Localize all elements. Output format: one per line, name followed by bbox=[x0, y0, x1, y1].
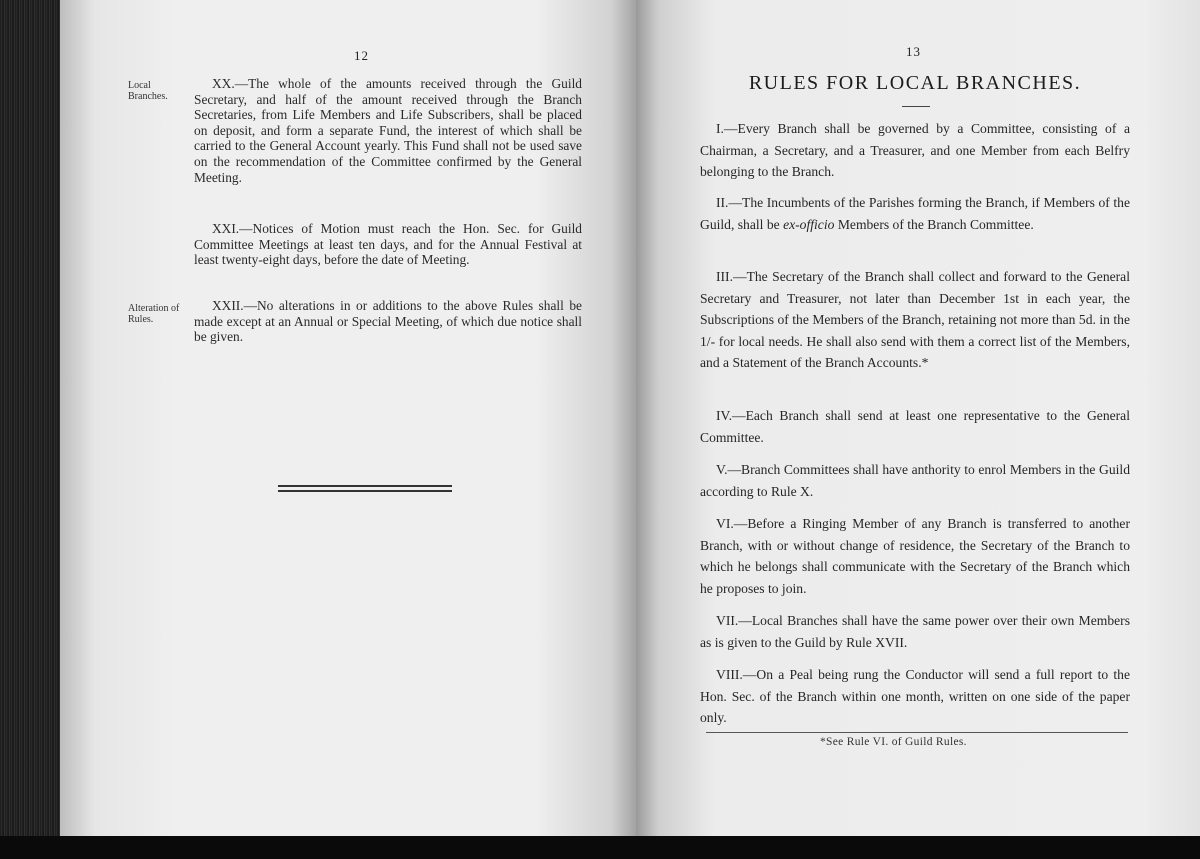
rule-ii-text-end: Members of the Branch Committee. bbox=[834, 216, 1034, 232]
rule-ii-italic-term: ex-officio bbox=[783, 216, 835, 232]
rule-ii-paragraph bbox=[700, 192, 1130, 235]
footnote-divider bbox=[706, 732, 1128, 733]
margin-note-alteration-of-rules: Alteration of Rules. bbox=[128, 303, 180, 325]
margin-note-local-branches: Local Branches. bbox=[128, 80, 168, 102]
rule-xxi-paragraph: XXI.—Notices of Motion must reach the Hon. Sec. for Guild Committee Meetings at least ten days, and for the Annual Festival at least twenty-eight days, before the date of Meeting. bbox=[194, 221, 582, 268]
rule-i-paragraph: I.—Every Branch shall be governed by a Committee, consisting of a Chairman, a Secretary, and a Treasurer, and one Member from each Belfry belonging to the Branch. bbox=[700, 121, 1130, 180]
rule-vi-paragraph: VI.—Before a Ringing Member of any Branch is transferred to another Branch, with or without change of residence, the Secretary of the Branch to which he belongs shall communicate with the Secretary of the Branch which he proposes to join. bbox=[700, 516, 1130, 596]
rule-iv-paragraph: IV.—Each Branch shall send at least one representative to the General Committee. bbox=[700, 408, 1130, 445]
book-page-edges bbox=[0, 0, 66, 859]
heading-divider bbox=[902, 106, 930, 107]
rule-vii-paragraph: VII.—Local Branches shall have the same power over their own Members as is given to the Guild by Rule XVII. bbox=[700, 613, 1130, 650]
rule-ii-text-start: II.—The Incumbents of the Parishes forming the Branch, if Members of the Guild, shall be bbox=[700, 195, 1130, 232]
left-page-number: 12 bbox=[354, 48, 369, 63]
rule-xxii-paragraph: XXII.—No alterations in or additions to the above Rules shall be made except at an Annual or Special Meeting, of which due notice shall be given. bbox=[194, 298, 582, 345]
right-page-number: 13 bbox=[906, 44, 921, 59]
rule-xx-paragraph: XX.—The whole of the amounts received through the Guild Secretary, and half of the amount received through the Branch Secretaries, from Life Members and Life Subscribers, shall be placed on deposit, and form a separate Fund, the interest of which shall be carried to the General Account yearly. This Fund shall not be used save on the recommendation of the Committee confirmed by the General Meeting. bbox=[194, 76, 582, 185]
footnote: *See Rule VI. of Guild Rules. bbox=[820, 736, 967, 748]
rule-viii-paragraph: VIII.—On a Peal being rung the Conductor will send a full report to the Hon. Sec. of the Branch within one month, written on one side of the paper only. bbox=[700, 667, 1130, 726]
scan-bottom-border bbox=[0, 836, 1200, 859]
rule-iii-paragraph: III.—The Secretary of the Branch shall collect and forward to the General Secretary and Treasurer, not later than December 1st in each year, the Subscriptions of the Members of the Branch, retaining not more than 5d. in the 1/- for local needs. He shall also send with them a correct list of the Members, and a Statement of the Branch Accounts.* bbox=[700, 269, 1130, 371]
end-double-rule bbox=[278, 485, 452, 492]
rule-v-paragraph: V.—Branch Committees shall have anthority to enrol Members in the Guild according to Rule X. bbox=[700, 462, 1130, 499]
page-heading: RULES FOR LOCAL BRANCHES. bbox=[748, 72, 1082, 94]
